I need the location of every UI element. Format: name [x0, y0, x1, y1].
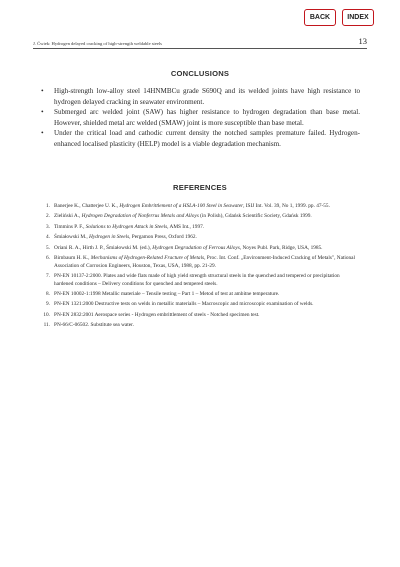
- index-button[interactable]: INDEX: [342, 9, 374, 26]
- reference-authors: Zieliński A.,: [54, 213, 82, 220]
- reference-number: 9.: [46, 301, 50, 308]
- reference-details: , ISIJ Int. Vol. 39, No 1, 1999. pp. 47-55.: [243, 203, 330, 209]
- reference-title: Hydrogen Embrittlement of a HSLA-100 Steel in Seawater: [119, 203, 244, 209]
- conclusion-text: Submerged arc welded joint (SAW) has higher resistance to hydrogen degradation than base metal. However, shielded metal arc welded (SMAW) joint is more susceptible than base metal.: [54, 108, 360, 127]
- reference-title: Hydrogen in Steels: [89, 234, 130, 241]
- reference-item: [36, 312, 360, 320]
- reference-title: Hydrogen Degradation of Ferrous Alloys: [152, 244, 240, 251]
- bullet-icon: •: [41, 86, 44, 95]
- reference-text: PN-EN 2832:2001 Aerospace series - Hydrogen embrittlement of steels - Notched specimen test.: [54, 311, 260, 318]
- reference-text: PN-EN 10002-1:1998 Metallic materiale – Tensile testing – Part 1 – Metod of test at ambitne temperature.: [54, 290, 280, 297]
- running-title: J. Ćwiek: Hydrogen delayed cracking of high-strength weldable steels: [33, 41, 162, 46]
- conclusion-item: [38, 86, 360, 107]
- reference-number: 11.: [43, 322, 50, 329]
- reference-details: , Noyes Publ. Park, Ridge, USA, 1985.: [239, 244, 323, 251]
- reference-authors: Birnbaum H. K.,: [54, 254, 91, 261]
- reference-authors: Oriani R. A., Hirth J. P., Śmiałowski M. (ed.),: [54, 244, 153, 251]
- reference-details: (in Polish), Gdańsk Scientific Society, Gdańsk 1999.: [198, 213, 312, 220]
- reference-item: [36, 234, 360, 242]
- reference-item: [36, 203, 360, 211]
- reference-text: PN-EN 10137-2:2000. Plates and wide flats made of high yield strength structural steels in the quenched and tempered or precipitation hardened conditions – Delivery conditions for quenched and tempered steels.: [54, 272, 340, 287]
- conclusion-text: High-strength low-alloy steel 14HNMBCu grade S690Q and its welded joints have high resistance to hydrogen delayed cracking in seawater environment.: [54, 87, 360, 106]
- reference-item: [36, 301, 360, 309]
- reference-item: [36, 273, 360, 288]
- reference-details: , AMS Int., 1997.: [167, 223, 205, 230]
- conclusion-item: [38, 128, 360, 149]
- conclusion-text: Under the critical load and cathodic current density the notched samples premature failed. Hydrogen-enhanced localised plasticity (HELP) model is a viable degradation mechanism.: [54, 129, 360, 148]
- reference-details: , Proc. Int. Conf. „Environment-Induced Cracking of Metals", National Association of Corrosion Engineers, Houston, Texas, USA, 1988, pp. 21-29.: [54, 254, 355, 269]
- reference-item: [36, 213, 360, 221]
- reference-number: 7.: [46, 272, 50, 279]
- reference-title: Solutions to Hydrogen Attack in Steels: [85, 223, 168, 230]
- reference-number: 4.: [46, 234, 50, 241]
- page-number: 13: [358, 36, 367, 46]
- reference-item: [36, 291, 360, 299]
- reference-number: 2.: [46, 213, 50, 220]
- references-heading: REFERENCES: [173, 183, 227, 192]
- reference-text: PN-66/C-06502. Substitute sea water.: [54, 322, 134, 329]
- reference-item: [36, 224, 360, 232]
- reference-number: 6.: [46, 254, 50, 261]
- reference-number: 5.: [46, 244, 50, 251]
- reference-number: 8.: [46, 290, 50, 297]
- conclusions-heading: CONCLUSIONS: [170, 69, 230, 78]
- running-header: [33, 36, 367, 49]
- reference-title: Hydrogen Degradation of Nonferrus Metals and Alloys: [81, 213, 199, 220]
- references-list: [36, 203, 360, 332]
- reference-text: PN-EN 1321:2000 Destructive tests on welds in metallic materialls – Macroscopic and microscopic examination of welds.: [54, 301, 314, 308]
- reference-number: 3.: [46, 223, 50, 230]
- reference-authors: Śmiałowski M.,: [54, 234, 90, 241]
- reference-item: [36, 255, 360, 270]
- reference-authors: Timmins P. F.,: [54, 223, 86, 230]
- reference-title: Mechanisms of Hydrogen-Related Fracture of Metals: [90, 254, 205, 261]
- reference-number: 10.: [43, 311, 50, 318]
- reference-item: [36, 322, 360, 330]
- conclusions-list: [38, 86, 360, 150]
- back-button[interactable]: BACK: [304, 9, 336, 26]
- reference-authors: Banerjee K., Chatterjee U. K.,: [54, 203, 120, 209]
- reference-item: [36, 245, 360, 253]
- bullet-icon: •: [41, 107, 44, 117]
- reference-number: 1.: [46, 203, 50, 209]
- bullet-icon: •: [41, 128, 44, 138]
- conclusion-item: [38, 107, 360, 128]
- reference-details: , Pergamon Press, Oxford 1962.: [129, 234, 197, 241]
